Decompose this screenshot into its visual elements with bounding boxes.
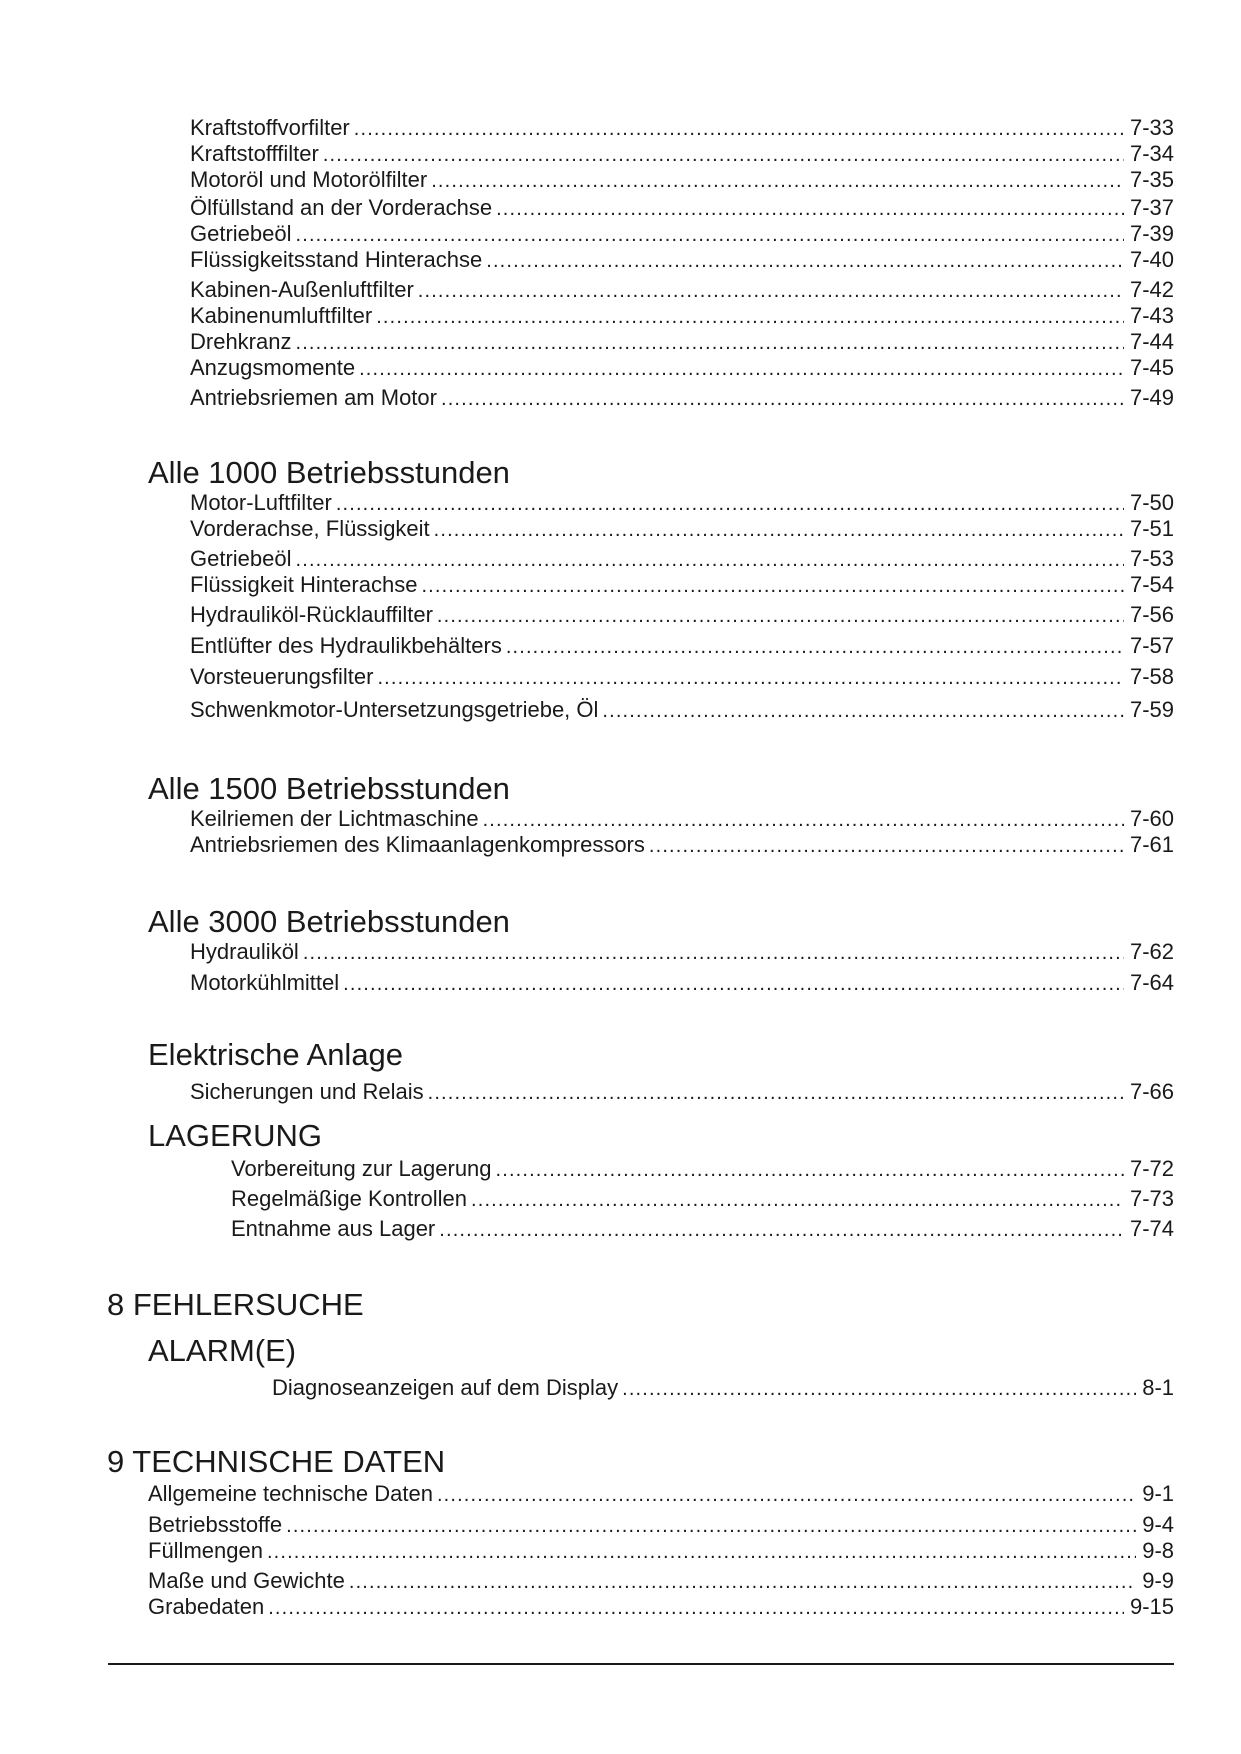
toc-entry-label: Hydrauliköl-Rücklauffilter bbox=[190, 602, 433, 627]
section-heading-alarm: ALARM(E) bbox=[148, 1333, 297, 1368]
toc-entry[interactable] bbox=[190, 572, 1174, 598]
toc-entry[interactable] bbox=[190, 355, 1174, 381]
toc-entry[interactable] bbox=[231, 1156, 1174, 1182]
toc-entry-page: 9-8 bbox=[1142, 1538, 1174, 1563]
dot-leader bbox=[267, 1540, 1136, 1564]
dot-leader bbox=[376, 305, 1124, 329]
toc-entry-label: Grabedaten bbox=[148, 1594, 265, 1619]
dot-leader bbox=[649, 834, 1124, 858]
toc-entry-label: Flüssigkeitsstand Hinterachse bbox=[190, 247, 483, 272]
toc-entry-page: 7-44 bbox=[1129, 329, 1174, 354]
toc-entry[interactable] bbox=[190, 664, 1174, 690]
toc-entry[interactable] bbox=[148, 1512, 1174, 1538]
toc-entry[interactable] bbox=[148, 1481, 1174, 1507]
toc-entry[interactable] bbox=[190, 247, 1174, 273]
toc-entry-page: 9-15 bbox=[1129, 1594, 1174, 1619]
toc-entry-page: 7-35 bbox=[1129, 167, 1174, 192]
dot-leader bbox=[437, 1483, 1136, 1507]
toc-entry[interactable] bbox=[231, 1186, 1174, 1212]
toc-entry[interactable] bbox=[190, 167, 1174, 193]
toc-entry[interactable] bbox=[190, 546, 1174, 572]
toc-entry-label: Betriebsstoffe bbox=[148, 1512, 283, 1537]
toc-entry-page: 7-54 bbox=[1129, 572, 1174, 597]
toc-entry[interactable] bbox=[231, 1216, 1174, 1242]
toc-entry[interactable] bbox=[190, 970, 1174, 996]
toc-entry[interactable] bbox=[190, 195, 1174, 221]
toc-entry-page: 7-57 bbox=[1129, 633, 1174, 658]
toc-entry[interactable] bbox=[190, 329, 1174, 355]
toc-entry-page: 7-66 bbox=[1129, 1079, 1174, 1104]
toc-entry[interactable] bbox=[190, 115, 1174, 141]
dot-leader bbox=[296, 548, 1124, 572]
toc-entry-label: Vorsteuerungsfilter bbox=[190, 664, 374, 689]
dot-leader bbox=[377, 666, 1124, 690]
toc-entry-page: 7-59 bbox=[1129, 697, 1174, 722]
dot-leader bbox=[434, 518, 1124, 542]
dot-leader bbox=[354, 117, 1124, 141]
toc-entry-page: 7-60 bbox=[1129, 806, 1174, 831]
toc-entry[interactable] bbox=[272, 1375, 1174, 1401]
toc-entry[interactable] bbox=[190, 277, 1174, 303]
dot-leader bbox=[296, 223, 1124, 247]
toc-entry-page: 7-33 bbox=[1129, 115, 1174, 140]
toc-entry-page: 7-73 bbox=[1129, 1186, 1174, 1211]
dot-leader bbox=[437, 604, 1124, 628]
chapter-heading-8: 8 FEHLERSUCHE bbox=[107, 1287, 364, 1322]
toc-entry-page: 7-50 bbox=[1129, 490, 1174, 515]
dot-leader bbox=[431, 169, 1124, 193]
dot-leader bbox=[439, 1218, 1124, 1242]
toc-entry-label: Hydrauliköl bbox=[190, 939, 299, 964]
toc-entry-label: Motoröl und Motorölfilter bbox=[190, 167, 428, 192]
footer-rule bbox=[108, 1663, 1174, 1665]
toc-entry-page: 9-1 bbox=[1142, 1481, 1174, 1506]
toc-entry-label: Kabinenumluftfilter bbox=[190, 303, 373, 328]
toc-entry-page: 7-53 bbox=[1129, 546, 1174, 571]
toc-entry-label: Schwenkmotor-Untersetzungsgetriebe, Öl bbox=[190, 697, 599, 722]
toc-entry-label: Flüssigkeit Hinterachse bbox=[190, 572, 418, 597]
dot-leader bbox=[286, 1514, 1136, 1538]
section-heading-1500: Alle 1500 Betriebsstunden bbox=[148, 771, 510, 806]
dot-leader bbox=[336, 492, 1124, 516]
toc-entry-page: 7-37 bbox=[1129, 195, 1174, 220]
toc-entry[interactable] bbox=[190, 602, 1174, 628]
toc-entry-label: Drehkranz bbox=[190, 329, 292, 354]
section-heading-1000: Alle 1000 Betriebsstunden bbox=[148, 455, 510, 490]
toc-entry-page: 7-51 bbox=[1129, 516, 1174, 541]
toc-entry-label: Regelmäßige Kontrollen bbox=[231, 1186, 468, 1211]
section-heading-storage: LAGERUNG bbox=[148, 1118, 322, 1153]
dot-leader bbox=[323, 143, 1124, 167]
toc-entry-page: 7-42 bbox=[1129, 277, 1174, 302]
toc-entry-page: 7-61 bbox=[1129, 832, 1174, 857]
dot-leader bbox=[441, 387, 1124, 411]
toc-entry-label: Anzugsmomente bbox=[190, 355, 356, 380]
dot-leader bbox=[295, 331, 1123, 355]
dot-leader bbox=[486, 249, 1124, 273]
toc-entry-page: 7-62 bbox=[1129, 939, 1174, 964]
toc-entry-label: Motor-Luftfilter bbox=[190, 490, 332, 515]
toc-entry-label: Kabinen-Außenluftfilter bbox=[190, 277, 414, 302]
toc-entry-label: Entnahme aus Lager bbox=[231, 1216, 436, 1241]
toc-entry[interactable] bbox=[190, 490, 1174, 516]
toc-entry-page: 7-43 bbox=[1129, 303, 1174, 328]
dot-leader bbox=[496, 197, 1124, 221]
toc-entry-label: Antriebsriemen am Motor bbox=[190, 385, 437, 410]
toc-entry-page: 7-39 bbox=[1129, 221, 1174, 246]
toc-entry-label: Kraftstofffilter bbox=[190, 141, 319, 166]
dot-leader bbox=[349, 1570, 1136, 1594]
toc-entry[interactable] bbox=[190, 516, 1174, 542]
toc-entry-page: 7-64 bbox=[1129, 970, 1174, 995]
toc-entry[interactable] bbox=[190, 1079, 1174, 1105]
toc-entry[interactable] bbox=[190, 221, 1174, 247]
toc-entry-label: Motorkühlmittel bbox=[190, 970, 340, 995]
dot-leader bbox=[303, 941, 1124, 965]
dot-leader bbox=[343, 972, 1124, 996]
toc-entry[interactable] bbox=[190, 832, 1174, 858]
toc-entry[interactable] bbox=[190, 303, 1174, 329]
toc-entry-page: 7-49 bbox=[1129, 385, 1174, 410]
toc-entry-label: Keilriemen der Lichtmaschine bbox=[190, 806, 479, 831]
toc-entry-label: Sicherungen und Relais bbox=[190, 1079, 424, 1104]
toc-entry[interactable] bbox=[148, 1594, 1174, 1620]
toc-entry[interactable] bbox=[190, 697, 1174, 723]
chapter-heading-9: 9 TECHNISCHE DATEN bbox=[107, 1444, 446, 1479]
toc-entry[interactable] bbox=[190, 806, 1174, 832]
section-heading-3000: Alle 3000 Betriebsstunden bbox=[148, 904, 510, 939]
toc-entry-label: Getriebeöl bbox=[190, 546, 292, 571]
toc-entry-page: 7-40 bbox=[1129, 247, 1174, 272]
toc-entry[interactable] bbox=[190, 939, 1174, 965]
toc-entry-label: Kraftstoffvorfilter bbox=[190, 115, 350, 140]
dot-leader bbox=[506, 635, 1124, 659]
toc-entry[interactable] bbox=[190, 385, 1174, 411]
toc-entry-label: Getriebeöl bbox=[190, 221, 292, 246]
toc-entry[interactable] bbox=[148, 1568, 1174, 1594]
dot-leader bbox=[496, 1158, 1124, 1182]
toc-entry-page: 7-74 bbox=[1129, 1216, 1174, 1241]
toc-entry-label: Allgemeine technische Daten bbox=[148, 1481, 433, 1506]
section-heading-electric: Elektrische Anlage bbox=[148, 1037, 404, 1072]
toc-entry-label: Entlüfter des Hydraulikbehälters bbox=[190, 633, 502, 658]
toc-entry-page: 8-1 bbox=[1142, 1375, 1174, 1400]
toc-entry-page: 7-34 bbox=[1129, 141, 1174, 166]
dot-leader bbox=[428, 1081, 1124, 1105]
toc-entry-page: 7-58 bbox=[1129, 664, 1174, 689]
toc-entry-page: 9-4 bbox=[1142, 1512, 1174, 1537]
toc-entry-label: Füllmengen bbox=[148, 1538, 263, 1563]
toc-entry-page: 7-45 bbox=[1129, 355, 1174, 380]
dot-leader bbox=[483, 808, 1124, 832]
dot-leader bbox=[268, 1596, 1124, 1620]
toc-entry-label: Maße und Gewichte bbox=[148, 1568, 345, 1593]
toc-entry-label: Vorbereitung zur Lagerung bbox=[231, 1156, 492, 1181]
toc-entry-label: Vorderachse, Flüssigkeit bbox=[190, 516, 430, 541]
dot-leader bbox=[602, 699, 1124, 723]
dot-leader bbox=[622, 1377, 1136, 1401]
dot-leader bbox=[359, 357, 1124, 381]
toc-entry-page: 7-56 bbox=[1129, 602, 1174, 627]
dot-leader bbox=[421, 574, 1124, 598]
toc-entry[interactable] bbox=[190, 633, 1174, 659]
toc-entry-page: 7-72 bbox=[1129, 1156, 1174, 1181]
toc-entry[interactable] bbox=[148, 1538, 1174, 1564]
dot-leader bbox=[418, 279, 1124, 303]
toc-entry[interactable] bbox=[190, 141, 1174, 167]
toc-entry-label: Ölfüllstand an der Vorderachse bbox=[190, 195, 493, 220]
toc-entry-label: Antriebsriemen des Klimaanlagenkompressors bbox=[190, 832, 645, 857]
toc-entry-label: Diagnoseanzeigen auf dem Display bbox=[272, 1375, 619, 1400]
dot-leader bbox=[471, 1188, 1124, 1212]
toc-entry-page: 9-9 bbox=[1142, 1568, 1174, 1593]
